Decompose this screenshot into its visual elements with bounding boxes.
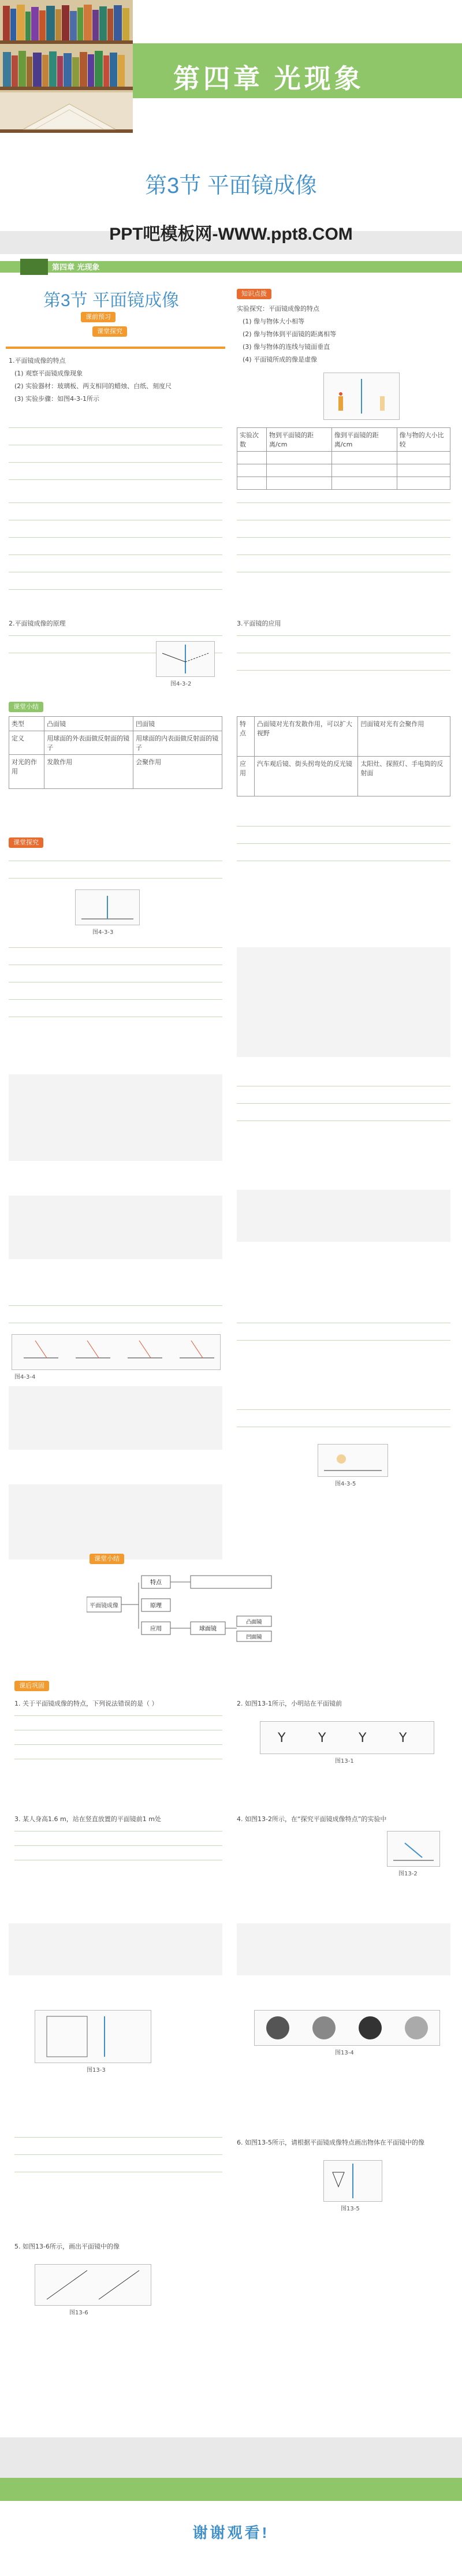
divider [237, 843, 450, 844]
node: 原理 [150, 1603, 162, 1609]
th: 实验次数 [237, 428, 267, 452]
left-item-5: 2.平面镜成像的原理 [9, 620, 66, 627]
table-cell: 发散作用 [44, 755, 133, 789]
table-cell: 定义 [9, 731, 44, 755]
node: 凹面镜 [246, 1635, 262, 1640]
content-page [0, 254, 462, 2437]
table-cell [397, 452, 450, 464]
divider [237, 554, 450, 555]
divider [9, 427, 222, 428]
divider [9, 999, 222, 1000]
divider [237, 670, 450, 671]
exercise-3: 3. 某人身高1.6 m，站在竖直放置的平面镜前1 m处 [14, 1815, 161, 1823]
caption-fig-13-2: 图13-2 [398, 1871, 418, 1877]
caption-fig-4-3-3: 图4-3-3 [92, 929, 114, 936]
exercise-2: 2. 如图13-1所示，小明站在平面镜前 [237, 1700, 342, 1707]
table-cell [267, 477, 332, 490]
table-cell [331, 464, 397, 477]
tag-notes: 知识点拨 [237, 289, 271, 299]
summary-mindmap [87, 1571, 283, 1646]
th: 凹面镜对光有会聚作用 [358, 717, 450, 757]
answer-box-3 [9, 1196, 222, 1259]
right-item-2: (1) 像与物体大小相等 [243, 318, 305, 325]
tag-practice: 课后巩固 [14, 1681, 49, 1691]
cover-chapter-title: 第四章 光现象 [173, 64, 364, 94]
page-header-chapter: 第四章 光现象 [52, 263, 100, 272]
table-cell: 太阳灶、探照灯、手电筒的反射面 [358, 757, 450, 796]
answer-box-2 [9, 1074, 222, 1161]
divider [9, 537, 222, 538]
left-item-4: (3) 实验步骤：如图4-3-1所示 [14, 395, 100, 403]
table-cell [331, 452, 397, 464]
table-cell: 用球面的内表面做反射面的镜子 [133, 731, 222, 755]
figure-example [75, 889, 140, 925]
th: 特点 [237, 717, 255, 757]
svg-text:Y: Y [359, 1731, 367, 1745]
page-section-title: 第3节 平面镜成像 [43, 291, 180, 310]
tag-class: 课堂探究 [92, 326, 127, 337]
thanks-text: 谢谢观看! [192, 2524, 270, 2541]
divider [14, 2154, 222, 2155]
table-cell [237, 477, 267, 490]
figure-13-2 [387, 1831, 440, 1867]
book-icon [20, 259, 48, 275]
table-cell: 应用 [237, 757, 255, 796]
figure-13-1 [260, 1721, 434, 1754]
divider [9, 1305, 222, 1306]
svg-text:Y: Y [278, 1731, 286, 1745]
node: 特点 [150, 1580, 162, 1586]
right-item-1: 实验探究：平面镜成像的特点 [237, 305, 319, 312]
divider [9, 589, 222, 590]
tag-summary: 课堂小结 [9, 702, 43, 712]
caption-fig-4-3-5: 图4-3-5 [335, 1481, 356, 1487]
divider [237, 1340, 450, 1341]
cover-site-link[interactable]: PPT吧模板网-WWW.ppt8.COM [109, 225, 353, 244]
table-cell [397, 464, 450, 477]
exercise-1: 1. 关于平面镜成像的特点，下列说法错误的是（ ） [14, 1700, 158, 1707]
table-cell [267, 452, 332, 464]
tag-example: 课堂探究 [9, 837, 43, 848]
divider [14, 1744, 222, 1745]
figure-13-3 [35, 2010, 151, 2063]
divider [9, 479, 222, 480]
figure-4-3-5 [318, 1444, 388, 1477]
caption-fig-4-3-4: 图4-3-4 [14, 1374, 36, 1380]
divider [9, 462, 222, 463]
node: 应用 [150, 1626, 162, 1632]
left-item-2: (1) 观察平面镜成像现象 [14, 370, 83, 377]
figure-13-4 [254, 2010, 440, 2046]
caption-fig-13-5: 图13-5 [341, 2206, 360, 2212]
divider [14, 1715, 222, 1716]
caption-fig-13-3: 图13-3 [87, 2067, 106, 2074]
divider [14, 2137, 222, 2138]
left-item-6: 3.平面镜的应用 [237, 620, 281, 627]
table-cell: 会聚作用 [133, 755, 222, 789]
node: 凸面镜 [246, 1620, 262, 1625]
th: 凹面镜 [133, 717, 222, 731]
th: 像到平面镜的距离/cm [331, 428, 397, 452]
svg-text:Y: Y [399, 1731, 407, 1745]
table-cell [237, 464, 267, 477]
table-cell: 对光的作用 [9, 755, 44, 789]
answer-box-5 [9, 1386, 222, 1450]
divider [237, 502, 450, 503]
th: 凸面镜对光有发散作用，可以扩大视野 [254, 717, 357, 757]
answer-box-7 [9, 1923, 222, 1975]
tag-summary-2: 课堂小结 [90, 1554, 124, 1564]
divider [9, 502, 222, 503]
caption-fig-13-4: 图13-4 [335, 2050, 354, 2056]
svg-text:Y: Y [318, 1731, 326, 1745]
th: 像与物的大小比较 [397, 428, 450, 452]
exercise-5: 5. 如图13-6所示，画出平面镜中的像 [14, 2243, 120, 2250]
divider [9, 635, 222, 636]
bookshelf-illustration [0, 0, 133, 133]
answer-box-6 [9, 1484, 222, 1559]
table-cell [331, 477, 397, 490]
divider [14, 1845, 222, 1846]
divider [237, 1409, 450, 1410]
application-table [237, 716, 450, 796]
th: 凸面镜 [44, 717, 133, 731]
th: 类型 [9, 717, 44, 731]
figure-13-6 [35, 2264, 151, 2306]
table-cell: 用球面的外表面做反射面的镜子 [44, 731, 133, 755]
tag-pre: 课前预习 [81, 312, 116, 322]
node: 球面镜 [199, 1626, 217, 1632]
caption-fig-13-6: 图13-6 [69, 2310, 88, 2316]
exercise-6: 6. 如图13-5所示，请根据平面镜成像特点画出物体在平面镜中的像 [237, 2139, 424, 2146]
divider [9, 554, 222, 555]
divider [237, 635, 450, 636]
caption-fig-4-3-2: 图4-3-2 [170, 681, 192, 687]
left-item-1: 1.平面镜成像的特点 [9, 357, 66, 364]
divider [237, 537, 450, 538]
table-cell [267, 464, 332, 477]
right-item-3: (2) 像与物体到平面镜的距离相等 [243, 330, 337, 338]
figure-reflection [156, 641, 215, 677]
left-divider [6, 347, 225, 349]
bookshelf-image [0, 0, 133, 133]
figure-13-5 [323, 2160, 382, 2202]
divider [237, 826, 450, 827]
caption-fig-13-1: 图13-1 [335, 1758, 354, 1765]
footer-band [0, 2478, 462, 2501]
mirror-table [9, 716, 222, 789]
cover-section-title: 第3节 平面镜成像 [145, 174, 317, 198]
table-cell [397, 477, 450, 490]
th: 物到平面镜的距离/cm [267, 428, 332, 452]
table-cell: 汽车观后镜、街头拐弯处的反光镜 [254, 757, 357, 796]
divider [9, 947, 222, 948]
right-item-4: (3) 像与物体的连线与镜面垂直 [243, 343, 330, 351]
figure-candle-mirror [323, 373, 400, 420]
right-item-5: (4) 平面镜所成的像是虚像 [243, 356, 318, 363]
divider [237, 1103, 450, 1104]
summary-root: 平面镜成像 [90, 1603, 118, 1609]
figure-4-3-4 [12, 1334, 221, 1370]
divider [14, 1831, 222, 1832]
cover-slide [0, 0, 462, 244]
answer-box-4 [237, 1190, 450, 1242]
end-slide [0, 2478, 462, 2576]
answer-box-8 [237, 1923, 450, 1975]
exercise-4: 4. 如图13-2所示，在“探究平面镜成像特点”的实验中 [237, 1815, 387, 1823]
table-cell [237, 452, 267, 464]
data-table-1 [237, 427, 450, 490]
answer-box-1 [237, 947, 450, 1057]
left-item-3: (2) 实验器材：玻璃板、两支相同的蜡烛、白纸、刻度尺 [14, 382, 172, 390]
summary-diagram [87, 1571, 283, 1646]
